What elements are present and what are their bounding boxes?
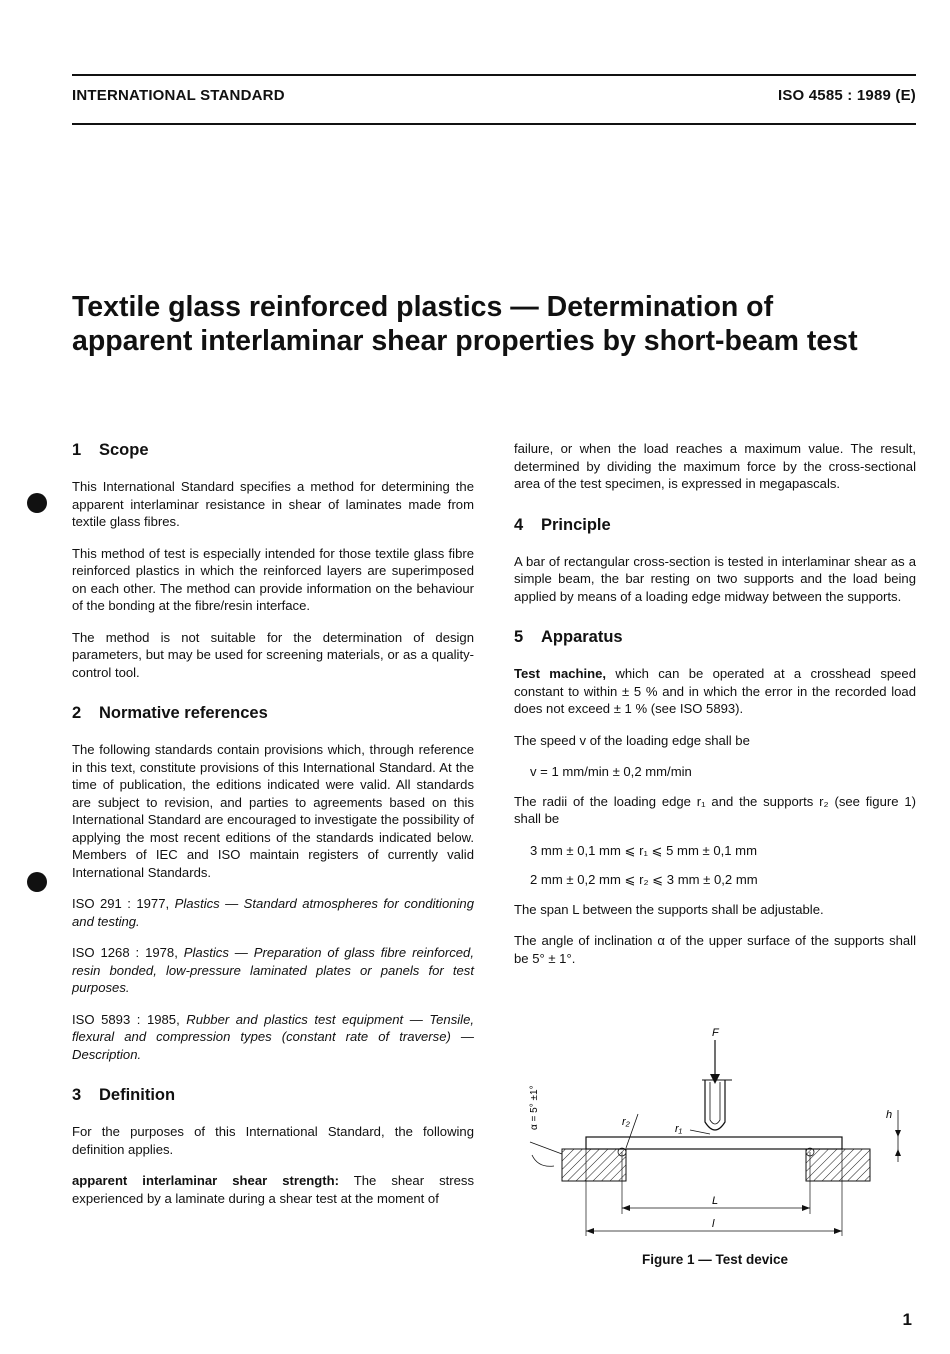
- thickness-arrow-top: [895, 1130, 901, 1137]
- angle-text: The angle of inclination α of the upper surface of the supports shall be 5° ± 1°.: [514, 933, 916, 966]
- reference-item: ISO 5893 : 1985, Rubber and plastics test equipment — Tensile, flexural and compression types (constant rate of traverse) — Description.: [72, 1011, 474, 1062]
- header-rule-top: [72, 74, 916, 76]
- scope-paragraph: The method is not suitable for the determination of design parameters, but may be used for screening materials, or as a quality-control tool.: [72, 629, 474, 680]
- speed-equation: v = 1 mm/min ± 0,2 mm/min: [530, 764, 692, 779]
- document-title: [72, 290, 932, 358]
- title-line-2: apparent interlaminar shear properties by short-beam test: [72, 325, 858, 357]
- thickness-label: h: [886, 1109, 893, 1121]
- section-2-heading: 2 Normative references: [72, 704, 268, 722]
- left-support: [562, 1149, 626, 1181]
- r1-label: r₁: [675, 1123, 683, 1135]
- span-arrow-right: [802, 1205, 810, 1211]
- radii-text: The radii of the loading edge r₁ and the supports r₂ (see figure 1) shall be: [514, 793, 916, 826]
- test-machine-paragraph: Test machine, which can be operated at a crosshead speed constant to within ± 5 % and in which the error in the recorded load does not exceed ± 1 % (see ISO 5893).: [514, 666, 916, 716]
- references-intro: The following standards contain provisions which, through reference in this text, constitute provisions of this International Standard. At the time of publication, the editions indicated were valid. All standards are subject to revision, and parties to agreements based on this International Standard are encouraged to investigate the possibility of applying the most recent editions of the standards indicated below. Members of IEC and ISO maintain registers of currently valid International Standards.: [72, 742, 474, 880]
- loading-edge-inner: [710, 1082, 720, 1124]
- definition-intro: For the purposes of this International Standard, the following definition applies.: [72, 1124, 474, 1157]
- test-device-diagram: [514, 1022, 916, 1252]
- length-label: l: [712, 1218, 715, 1230]
- span-arrow-left: [622, 1205, 630, 1211]
- thickness-arrow-bottom: [895, 1149, 901, 1156]
- header-standard-type: INTERNATIONAL STANDARD: [72, 87, 285, 104]
- figure-1: [514, 1022, 916, 1272]
- reference-item: ISO 1268 : 1978, Plastics — Preparation of glass fibre reinforced, resin bonded, low-pressure laminated plates or panels for test purposes.: [72, 945, 474, 995]
- loading-edge: [705, 1080, 725, 1130]
- span-text: The span L between the supports shall be adjustable.: [514, 901, 824, 917]
- alpha-label: α = 5° ±1°: [529, 1085, 540, 1130]
- title-line-1: Textile glass reinforced plastics — Determination of: [72, 291, 774, 323]
- definition-text: apparent interlaminar shear strength: The shear stress experienced by a laminate during a shear test at the moment of: [72, 1173, 475, 1206]
- page-number: 1: [902, 1310, 912, 1329]
- force-label: F: [712, 1027, 719, 1039]
- reference-item: ISO 291 : 1977, Plastics — Standard atmospheres for conditioning and testing.: [72, 896, 475, 929]
- section-5-heading: 5 Apparatus: [514, 628, 623, 646]
- definition-continued: failure, or when the load reaches a maximum value. The result, determined by dividing the maximum force by the cross-sectional area of the test specimen, is expressed in megapascals.: [514, 441, 916, 491]
- length-arrow-left: [586, 1228, 594, 1234]
- header-rule-bottom: [72, 123, 916, 125]
- right-column: [514, 440, 916, 981]
- speed-text: The speed v of the loading edge shall be: [514, 732, 750, 748]
- r1-leader: [690, 1130, 710, 1134]
- alpha-leader: [530, 1142, 562, 1154]
- span-label: L: [712, 1195, 719, 1207]
- section-1-heading: 1 Scope: [72, 441, 149, 459]
- section-3-heading: 3 Definition: [72, 1086, 176, 1104]
- alpha-arc: [532, 1155, 554, 1166]
- header-standard-number: ISO 4585 : 1989 (E): [777, 87, 916, 104]
- length-arrow-right: [834, 1228, 842, 1234]
- right-support: [806, 1149, 870, 1181]
- r2-label: r₂: [622, 1116, 630, 1128]
- principle-paragraph: A bar of rectangular cross-section is tested in interlaminar shear as a simple beam, the bar resting on two supports and the load being applied by means of a loading edge midway between the supports.: [514, 553, 916, 604]
- radii-equation-2: 2 mm ± 0,2 mm ⩽ r₂ ⩽ 3 mm ± 0,2 mm: [530, 872, 758, 887]
- radii-equation-1: 3 mm ± 0,1 mm ⩽ r₁ ⩽ 5 mm ± 0,1 mm: [530, 842, 757, 858]
- margin-bullet-icon: [27, 872, 47, 892]
- left-column: [72, 440, 474, 1221]
- figure-caption: Figure 1 — Test device: [641, 1252, 789, 1267]
- scope-paragraph: This method of test is especially intended for those textile glass fibre reinforced plastics in which the reinforced layers are superimposed on each other. The method can provide information on the behaviour of the bonding at the fibre/resin interface.: [72, 545, 474, 613]
- force-arrow-head: [710, 1074, 720, 1084]
- test-specimen: [586, 1137, 842, 1149]
- margin-bullet-icon: [27, 493, 47, 513]
- section-4-heading: 4 Principle: [514, 515, 611, 534]
- scope-paragraph: This International Standard specifies a method for determining the apparent interlaminar resistance in shear of laminates made from textile glass fibres.: [72, 479, 474, 529]
